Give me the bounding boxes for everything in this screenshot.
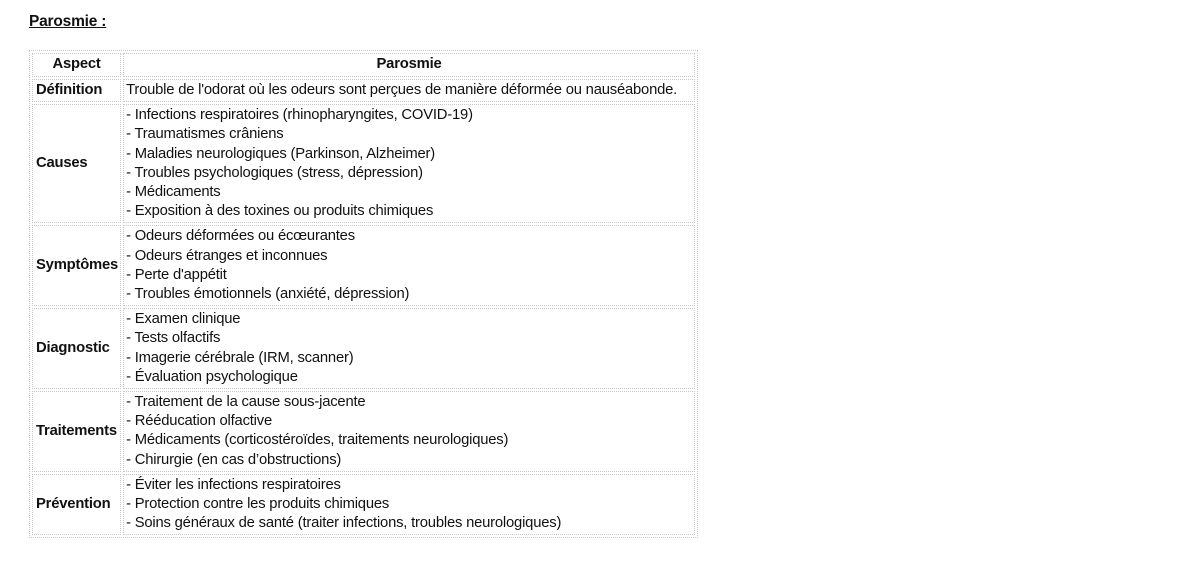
table-header-row (32, 53, 695, 77)
content-line: - Chirurgie (en cas d’obstructions) (126, 451, 342, 468)
table-row (32, 79, 695, 102)
content-line: - Imagerie cérébrale (IRM, scanner) (126, 349, 354, 366)
content-line: - Examen clinique (126, 311, 241, 328)
row-content (123, 474, 695, 536)
content-line: - Odeurs déformées ou écœurantes (126, 228, 355, 245)
content-line: - Protection contre les produits chimiques (126, 496, 390, 513)
row-content (123, 104, 695, 223)
content-line: - Odeurs étranges et inconnues (126, 247, 328, 264)
row-content (123, 225, 695, 306)
content-line: - Évaluation psychologique (126, 368, 298, 385)
content-line: - Perte d'appétit (126, 266, 227, 283)
content-line: - Maladies neurologiques (Parkinson, Alzheimer) (126, 145, 435, 162)
row-aspect-label: Prévention (32, 474, 121, 536)
page-title: Parosmie : (29, 13, 107, 30)
content-line: - Médicaments (126, 184, 221, 201)
content-line: Trouble de l'odorat où les odeurs sont perçues de manière déformée ou nauséabonde. (126, 82, 678, 98)
content-line: - Rééducation olfactive (126, 413, 272, 430)
table-row (32, 474, 695, 536)
table-row (32, 308, 695, 389)
content-line: - Traitement de la cause sous-jacente (126, 394, 366, 411)
row-content (123, 391, 695, 472)
table-row (32, 104, 695, 223)
table-row (32, 391, 695, 472)
row-aspect-label: Définition (32, 79, 121, 102)
row-content (123, 79, 695, 102)
content-line: - Exposition à des toxines ou produits chimiques (126, 203, 434, 220)
content-line: - Troubles émotionnels (anxiété, dépression) (126, 286, 410, 303)
row-content (123, 308, 695, 389)
table-row (32, 225, 695, 306)
row-aspect-label: Symptômes (32, 225, 121, 306)
row-aspect-label: Diagnostic (32, 308, 121, 389)
content-line: - Éviter les infections respiratoires (126, 476, 341, 493)
row-aspect-label: Traitements (32, 391, 121, 472)
content-line: - Infections respiratoires (rhinopharyngites, COVID-19) (126, 107, 473, 124)
parosmie-table (29, 50, 698, 538)
content-line: - Traumatismes crâniens (126, 126, 284, 143)
column-header-aspect: Aspect (32, 53, 121, 77)
content-line: - Troubles psychologiques (stress, dépression) (126, 164, 423, 181)
content-line: - Médicaments (corticostéroïdes, traitements neurologiques) (126, 432, 509, 449)
row-aspect-label: Causes (32, 104, 121, 223)
content-line: - Soins généraux de santé (traiter infections, troubles neurologiques) (126, 515, 562, 532)
column-header-parosmie: Parosmie (123, 53, 695, 77)
table-body (32, 79, 695, 535)
content-line: - Tests olfactifs (126, 330, 221, 347)
